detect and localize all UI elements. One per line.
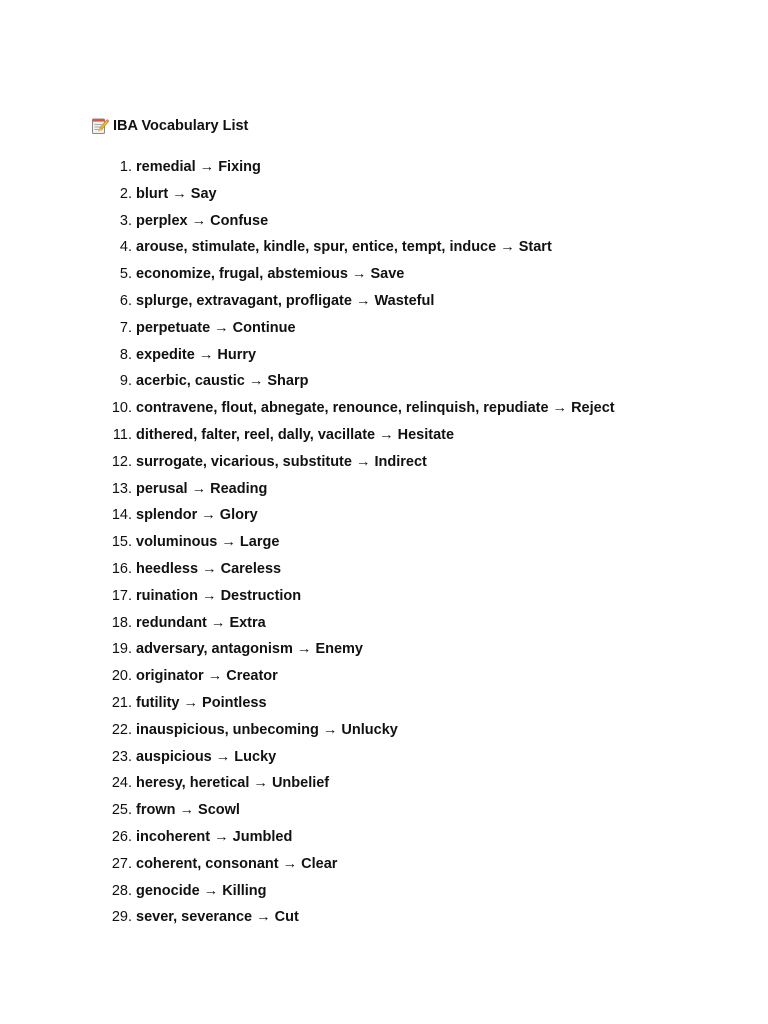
item-text: splendor → Glory: [136, 507, 258, 524]
item-text: surrogate, vicarious, substitute → Indirect: [136, 453, 427, 470]
item-number: 10.: [111, 400, 132, 417]
item-text: voluminous → Large: [136, 534, 280, 551]
item-number: 27.: [111, 855, 132, 872]
item-text: acerbic, caustic → Sharp: [136, 373, 309, 390]
item-number: 16.: [111, 560, 132, 577]
item-number: 9.: [119, 373, 132, 390]
item-text: inauspicious, unbecoming → Unlucky: [136, 721, 398, 738]
item-text: ruination → Destruction: [136, 587, 302, 604]
item-text: adversary, antagonism → Enemy: [136, 641, 363, 658]
item-text: heresy, heretical → Unbelief: [136, 775, 330, 792]
item-number: 14.: [111, 507, 132, 524]
item-number: 11.: [112, 426, 132, 443]
memo-icon: [91, 117, 109, 135]
item-text: heedless → Careless: [136, 560, 282, 577]
item-text: futility → Pointless: [136, 694, 267, 711]
item-number: 24.: [111, 775, 132, 792]
item-number: 1.: [119, 159, 132, 175]
item-text: incoherent → Jumbled: [136, 828, 293, 845]
item-number: 18.: [111, 614, 132, 631]
document-title: IBA Vocabulary List: [113, 118, 249, 134]
item-text: contravene, flout, abnegate, renounce, relinquish, repudiate → Reject: [136, 400, 615, 417]
item-text: remedial → Fixing: [136, 159, 261, 175]
item-number: 15.: [111, 534, 132, 551]
item-text: sever, severance → Cut: [136, 909, 299, 926]
item-number: 12.: [111, 453, 132, 470]
item-number: 26.: [111, 828, 132, 845]
item-number: 8.: [119, 346, 132, 363]
item-text: originator → Creator: [136, 668, 278, 685]
item-text: redundant → Extra: [136, 614, 266, 631]
item-number: 2.: [119, 185, 132, 202]
item-text: arouse, stimulate, kindle, spur, entice, tempt, induce → Start: [136, 239, 552, 256]
item-text: perpetuate → Continue: [136, 319, 296, 336]
item-number: 4.: [119, 239, 132, 256]
item-text: auspicious → Lucky: [136, 748, 277, 765]
item-text: genocide → Killing: [136, 882, 267, 899]
title-row: [91, 116, 248, 136]
item-number: 29.: [111, 909, 132, 926]
item-number: 3.: [119, 212, 132, 229]
item-number: 28.: [111, 882, 132, 899]
item-text: frown → Scowl: [136, 802, 240, 819]
item-number: 17.: [111, 587, 132, 604]
item-number: 25.: [111, 802, 132, 819]
item-number: 19.: [111, 641, 132, 658]
item-text: perusal → Reading: [136, 480, 268, 497]
item-number: 21.: [111, 694, 132, 711]
item-text: perplex → Confuse: [136, 212, 269, 229]
item-number: 5.: [119, 266, 132, 283]
item-number: 7.: [119, 319, 132, 336]
item-text: blurt → Say: [136, 185, 217, 202]
item-number: 13.: [111, 480, 132, 497]
item-number: 23.: [111, 748, 132, 765]
item-number: 6.: [119, 292, 132, 309]
item-text: expedite → Hurry: [136, 346, 257, 363]
item-text: splurge, extravagant, profligate → Wasteful: [136, 292, 435, 309]
item-number: 22.: [111, 721, 132, 738]
item-text: economize, frugal, abstemious → Save: [136, 266, 405, 283]
item-number: 20.: [111, 668, 132, 685]
item-text: dithered, falter, reel, dally, vacillate → Hesitate: [136, 426, 455, 443]
item-text: coherent, consonant → Clear: [136, 855, 338, 872]
